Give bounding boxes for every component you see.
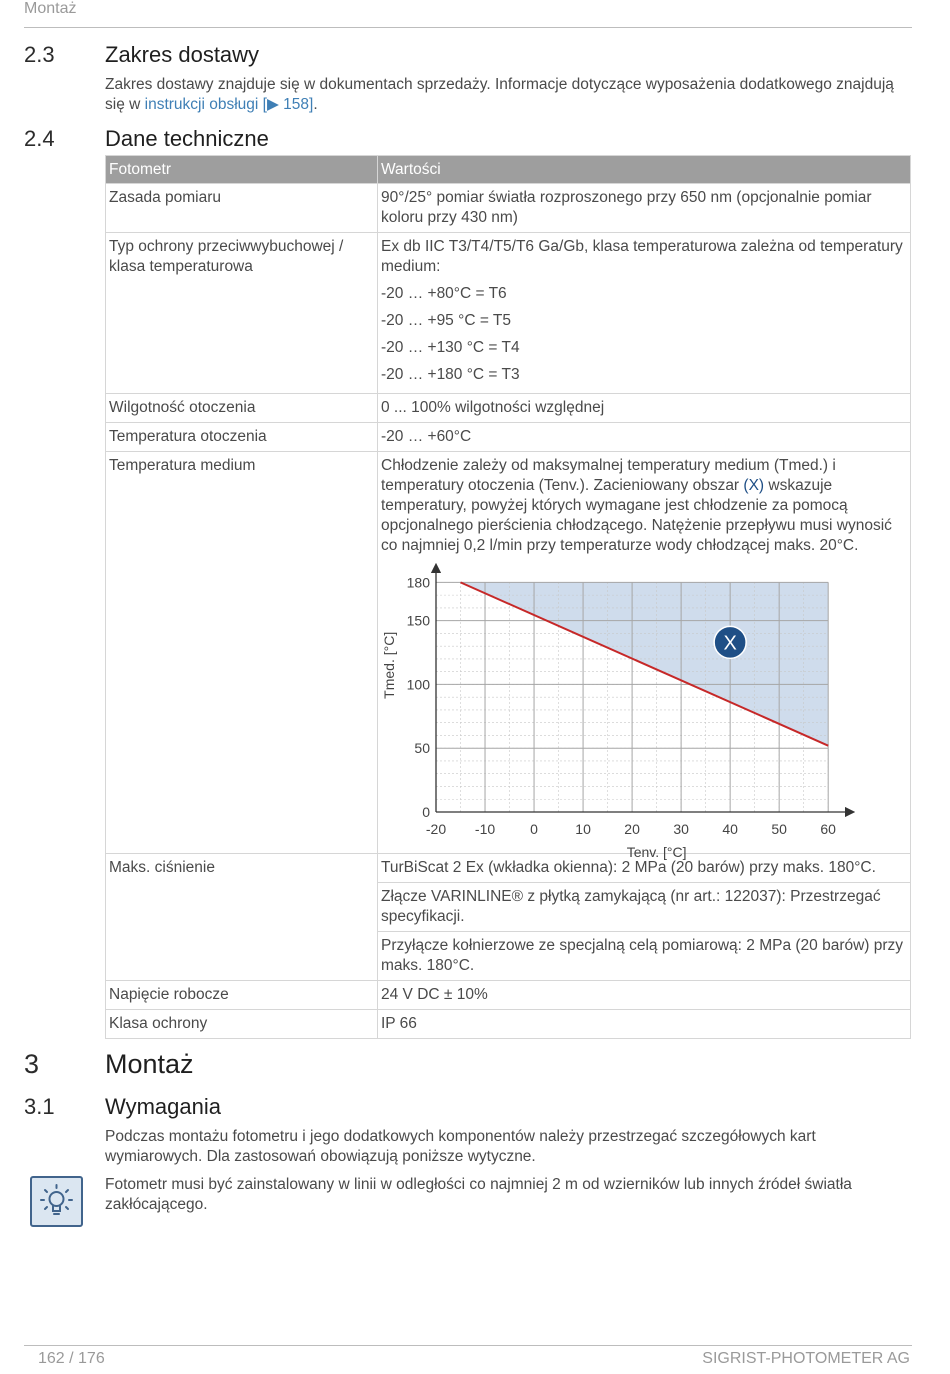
row-label-humidity: Wilgotność otoczenia xyxy=(106,394,378,423)
medium-temp-text: Chłodzenie zależy od maksymalnej temperatury medium (Tmed.) i temperatury otoczenia (Tenv.). Zacieniowany obszar xyxy=(381,457,836,494)
section-number-2-4: 2.4 xyxy=(24,126,55,151)
row-value-ambient-temperature: -20 … +60°C xyxy=(378,423,911,452)
value-line: -20 … +180 °C = T3 xyxy=(381,366,520,383)
section-2-3-text xyxy=(105,75,910,115)
row-label-protection-class: Klasa ochrony xyxy=(106,1010,378,1039)
table-row xyxy=(106,184,911,233)
y-tick-label: 150 xyxy=(406,612,430,629)
section-title-3-1: Wymagania xyxy=(105,1094,221,1119)
row-label-explosion-protection: Typ ochrony przeciwwybuchowej / klasa temperaturowa xyxy=(106,233,378,394)
row-label-medium-temperature: Temperatura medium xyxy=(106,452,378,854)
row-value-protection-class: IP 66 xyxy=(378,1010,911,1039)
x-axis-label: Tenv. [°C] xyxy=(626,844,687,860)
table-row xyxy=(106,981,911,1010)
x-tick-label: 20 xyxy=(624,821,640,837)
region-x-reference: (X) xyxy=(743,477,765,494)
x-tick-label: 40 xyxy=(722,821,738,837)
row-value-max-pressure-2: Złącze VARINLINE® z płytką zamykającą (nr art.: 122037): Przestrzegać specyfikacji. xyxy=(378,883,911,932)
technical-data-table xyxy=(105,155,911,1039)
chart-plot-area xyxy=(381,568,850,860)
running-header: Montaż xyxy=(24,0,77,17)
value-line: -20 … +95 °C = T5 xyxy=(381,312,511,329)
table-row xyxy=(106,394,911,423)
header-rule xyxy=(24,27,912,28)
page-number: 162 / 176 xyxy=(38,1350,105,1367)
row-value-max-pressure-3: Przyłącze kołnierzowe ze specjalną celą pomiarową: 2 MPa (20 barów) przy maks. 180°C. xyxy=(378,932,911,981)
x-tick-label: -20 xyxy=(425,821,447,837)
section-title-2-3: Zakres dostawy xyxy=(105,42,260,67)
row-value-explosion-protection xyxy=(378,233,911,394)
value-line: Ex db IIC T3/T4/T5/T6 Ga/Gb, klasa temperaturowa zależna od temperatury medium: xyxy=(381,238,903,275)
region-marker-label: X xyxy=(723,632,737,655)
x-tick-label: 60 xyxy=(820,821,836,837)
row-value-operating-voltage: 24 V DC ± 10% xyxy=(378,981,911,1010)
company-name: SIGRIST-PHOTOMETER AG xyxy=(702,1350,910,1367)
table-row xyxy=(106,233,911,394)
row-label-max-pressure: Maks. ciśnienie xyxy=(106,854,378,981)
chapter-number-3: 3 xyxy=(24,1049,40,1079)
manual-link[interactable]: instrukcji obsługi [▶ 158] xyxy=(144,96,314,113)
row-label-ambient-temperature: Temperatura otoczenia xyxy=(106,423,378,452)
value-line: -20 … +80°C = T6 xyxy=(381,285,507,302)
table-row xyxy=(106,854,911,883)
row-value-measuring-principle: 90°/25° pomiar światła rozproszonego przy 650 nm (opcjonalnie pomiar koloru przy 430 nm) xyxy=(378,184,911,233)
row-label-measuring-principle: Zasada pomiaru xyxy=(106,184,378,233)
table-header-values: Wartości xyxy=(378,156,911,184)
section-title-2-4: Dane techniczne xyxy=(105,126,269,151)
section-2-3-body: Zakres dostawy znajduje się w dokumentach sprzedaży. Informacje dotyczące wyposażenia dodatkowego znajdują się w xyxy=(105,76,894,113)
table-row xyxy=(106,423,911,452)
y-tick-label: 0 xyxy=(422,804,430,820)
value-line: -20 … +130 °C = T4 xyxy=(381,339,520,356)
row-label-operating-voltage: Napięcie robocze xyxy=(106,981,378,1010)
table-header-photometer: Fotometr xyxy=(106,156,378,184)
table-row xyxy=(106,452,911,854)
x-tick-label: 30 xyxy=(673,821,689,837)
lightbulb-icon xyxy=(30,1176,83,1227)
x-tick-label: 10 xyxy=(575,821,591,837)
row-value-max-pressure-1: TurBiScat 2 Ex (wkładka okienna): 2 MPa (20 barów) przy maks. 180°C. xyxy=(378,854,911,883)
section-3-1-text: Podczas montażu fotometru i jego dodatkowych komponentów należy przestrzegać szczegółowych kart wymiarowych. Dla zastosowań obowiązują poniższe wytyczne. xyxy=(105,1128,816,1165)
y-tick-label: 180 xyxy=(406,574,430,591)
y-tick-label: 50 xyxy=(414,740,430,757)
tip-text: Fotometr musi być zainstalowany w linii w odległości co najmniej 2 m od wzierników lub innych źródeł światła zakłócającego. xyxy=(105,1176,852,1213)
y-axis-label: Tmed. [°C] xyxy=(381,631,397,699)
section-number-2-3: 2.3 xyxy=(24,42,55,67)
table-header-row xyxy=(106,156,911,184)
x-tick-label: -10 xyxy=(474,821,496,837)
x-tick-label: 50 xyxy=(771,821,787,837)
cooling-chart xyxy=(378,564,858,860)
chapter-title-3: Montaż xyxy=(105,1049,194,1079)
footer-rule xyxy=(24,1345,912,1346)
x-tick-label: 0 xyxy=(530,821,538,837)
row-value-humidity: 0 ... 100% wilgotności względnej xyxy=(378,394,911,423)
section-2-3-end: . xyxy=(313,96,318,113)
y-tick-label: 100 xyxy=(406,676,430,693)
row-value-medium-temperature xyxy=(378,452,911,860)
medium-temp-text-end: wskazuje temperatury, powyżej których wymagane jest chłodzenie za pomocą opcjonalnego pierścienia chłodzącego. Natężenie przepływu musi wynosić co najmniej 0,2 l/min przy temperaturze wody chłodzącej maks. 20°C. xyxy=(381,477,892,554)
table-row xyxy=(106,1010,911,1039)
section-number-3-1: 3.1 xyxy=(24,1094,55,1119)
